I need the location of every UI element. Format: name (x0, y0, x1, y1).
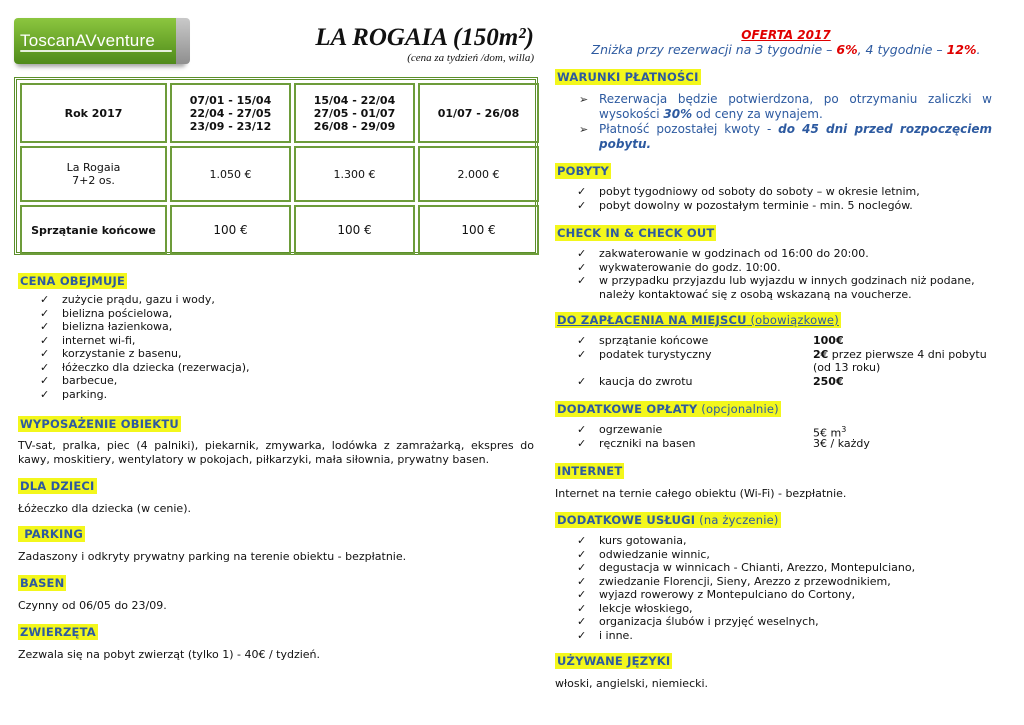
check-icon: ✓ (40, 306, 50, 320)
section-text: Łóżeczko dla dziecka (w cenie). (18, 502, 191, 515)
section-text: włoski, angielski, niemiecki. (555, 677, 709, 690)
check-icon: ✓ (40, 374, 50, 387)
logo-swoosh (20, 50, 172, 52)
section-heading: PARKING (20, 527, 83, 541)
price-cell: 2.000 € (418, 146, 539, 202)
list-item: ✓ pobyt tygodniowy od soboty do soboty – w okresie letnim, (577, 185, 920, 198)
check-icon: ✓ (577, 347, 587, 361)
page-title: LA ROGAIA (150m²) (315, 24, 534, 51)
section-heading: WARUNKI PŁATNOŚCI (557, 70, 699, 84)
section-check (555, 222, 992, 301)
check-icon: ✓ (40, 293, 50, 306)
section-heading: POBYTY (557, 164, 610, 178)
logo-text: ToscanAVventure (20, 31, 155, 50)
cena-list (18, 293, 250, 401)
check-icon: ✓ (577, 260, 587, 274)
row-label: Sprzątanie końcowe (20, 205, 167, 255)
list-item: ✓ pobyt dowolny w pozostałym terminie - min. 5 noclegów. (577, 198, 913, 212)
section-text: Zezwala się na pobyt zwierząt (tylko 1) - 40€ / tydzień. (18, 648, 321, 661)
offer-pct-2: 12% (946, 42, 977, 57)
list-item: ✓ parking. (40, 387, 108, 401)
section-heading: DO ZAPŁACENIA NA MIEJSCU (obowiązkowe) (557, 313, 839, 327)
section-heading: WYPOSAŻENIE OBIEKTU (20, 417, 179, 431)
list-item: ✓ bielizna pościelowa, (40, 306, 173, 320)
check-icon: ✓ (577, 198, 587, 212)
table-header-year: Rok 2017 (20, 83, 167, 143)
row-label (20, 146, 167, 202)
table-header-season-3: 01/07 - 26/08 (418, 83, 539, 143)
list-item: ✓ zużycie prądu, gazu i wody, (40, 293, 215, 306)
offer-pct-1: 6% (836, 42, 858, 57)
oplaty-list (555, 423, 992, 450)
offer-title: OFERTA 2017 (741, 28, 831, 42)
list-item: ✓ i inne. (577, 628, 633, 642)
check-icon: ✓ (577, 547, 587, 561)
section-dzieci (18, 475, 534, 516)
check-icon: ✓ (40, 333, 50, 347)
price-cell: 1.300 € (294, 146, 415, 202)
page-subtitle: (cena za tydzień /dom, willa) (407, 52, 534, 64)
section-miejscu (555, 309, 992, 388)
check-icon: ✓ (577, 601, 587, 615)
list-item: ✓ lekcje włoskiego, (577, 601, 693, 615)
section-text: Internet na ternie całego obiektu (Wi-Fi) - bezpłatnie. (555, 487, 847, 500)
pobyty-list (555, 185, 992, 212)
section-parking (18, 523, 534, 564)
section-pobyty (555, 160, 992, 212)
list-item: ➢ Płatność pozostałej kwoty - do 45 dni przed rozpoczęciem pobytu. (579, 122, 992, 151)
section-text: Czynny od 06/05 do 23/09. (18, 599, 167, 612)
price-cell: 1.050 € (170, 146, 291, 202)
list-item: ✓ degustacja w winnicach - Chianti, Arezzo, Montepulciano, (577, 561, 916, 574)
row-label-sub: 7+2 os. (72, 174, 115, 187)
check-list (555, 247, 992, 301)
price-table (14, 77, 538, 255)
logo-tail (176, 18, 190, 64)
section-heading: CHECK IN & CHECK OUT (557, 226, 715, 240)
check-icon: ✓ (577, 615, 587, 628)
section-internet (555, 460, 992, 501)
table-header-season-1: 07/01 - 15/04 22/04 - 27/05 23/09 - 23/12 (170, 83, 291, 143)
uslugi-list (555, 534, 992, 642)
section-heading: DLA DZIECI (20, 479, 95, 493)
list-item: ✓ korzystanie z basenu, (40, 347, 182, 360)
section-oplaty (555, 398, 992, 450)
price-cell: 100 € (294, 205, 415, 255)
arrow-icon: ➢ (579, 123, 589, 136)
check-icon: ✓ (577, 185, 587, 198)
check-icon: ✓ (577, 436, 587, 450)
check-icon: ✓ (40, 347, 50, 360)
list-item: ✓ odwiedzanie winnic, (577, 547, 710, 561)
list-item: ✓ bielizna łazienkowa, (40, 320, 173, 333)
logo (14, 18, 184, 64)
check-icon: ✓ (577, 588, 587, 601)
list-item: ✓ łóżeczko dla dziecka (rezerwacja), (40, 360, 250, 374)
list-item: ✓ wyjazd rowerowy z Montepulciano do Cortony, (577, 588, 856, 601)
check-icon: ✓ (577, 374, 587, 388)
check-icon: ✓ (40, 387, 50, 401)
offer-line: Zniżka przy rezerwacji na 3 tygodnie – 6%, 4 tygodnie – 12%. (591, 42, 981, 57)
list-item: ✓ zakwaterowanie w godzinach od 16:00 do 20:00. (577, 247, 869, 260)
list-item: ✓ podatek turystyczny 2€ przez pierwsze 4 dni pobytu (577, 347, 987, 361)
miejscu-list (555, 334, 992, 388)
check-icon: ✓ (577, 534, 587, 547)
section-heading: INTERNET (557, 464, 623, 478)
section-heading: BASEN (20, 576, 65, 590)
price-cell: 100 € (170, 205, 291, 255)
list-item: ✓ internet wi-fi, (40, 333, 136, 347)
section-text: Zadaszony i odkryty prywatny parking na terenie obiektu - bezpłatnie. (18, 550, 407, 563)
table-header-season-2: 15/04 - 22/04 27/05 - 01/07 26/08 - 29/09 (294, 83, 415, 143)
list-item: (od 13 roku) (813, 361, 881, 374)
list-item: ✓ barbecue, (40, 374, 118, 387)
list-item: ✓ kaucja do zwrotu 250€ (577, 374, 844, 388)
list-item: ✓ zwiedzanie Florencji, Sieny, Arezzo z przewodnikiem, (577, 574, 891, 588)
check-icon: ✓ (40, 360, 50, 374)
list-item: ✓ ogrzewanie 5€ $m^3$ (577, 423, 847, 440)
warunki-list (555, 92, 992, 152)
check-icon: ✓ (577, 561, 587, 574)
list-item: ✓ organizacja ślubów i przyjęć weselnych, (577, 615, 819, 628)
list-item: ➢ Rezerwacja będzie potwierdzona, po otrzymaniu zaliczki w wysokości 30% od ceny za wynajem. (579, 92, 992, 121)
price-cell: 100 € (418, 205, 539, 255)
table-row (20, 146, 539, 202)
check-icon: ✓ (40, 320, 50, 333)
list-item: ✓ wykwaterowanie do godz. 10:00. (577, 260, 781, 274)
check-icon: ✓ (577, 628, 587, 642)
check-icon: ✓ (577, 423, 587, 436)
section-jezyki (555, 650, 992, 691)
section-uslugi (555, 509, 992, 642)
list-item: ✓ ręczniki na basen 3€ / każdy (577, 436, 870, 450)
check-icon: ✓ (577, 247, 587, 260)
section-heading: UŻYWANE JĘZYKI (557, 654, 671, 668)
section-heading: ZWIERZĘTA (20, 625, 96, 639)
section-basen (18, 572, 534, 613)
section-zwierzeta (18, 621, 534, 662)
section-heading: CENA OBEJMUJE (20, 274, 126, 288)
section-text: TV-sat, pralka, piec (4 palniki), piekarnik, zmywarka, lodówka z zamrażarką, ekspres do kawy, moskitiery, wentylatory w pokojach, piłkarzyki, mała siłownia, prywatny basen. (18, 439, 534, 466)
list-item: ✓ sprzątanie końcowe 100€ (577, 334, 844, 347)
section-cena (18, 270, 250, 401)
list-item: ✓ kurs gotowania, (577, 534, 687, 547)
section-warunki (555, 66, 992, 152)
arrow-icon: ➢ (579, 93, 589, 106)
section-wyposazenie (18, 413, 534, 466)
section-heading: DODATKOWE USŁUGI (na życzenie) (557, 513, 779, 527)
check-icon: ✓ (577, 274, 587, 287)
row-label-name: La Rogaia (66, 161, 121, 174)
table-row (20, 205, 539, 255)
check-icon: ✓ (577, 574, 587, 588)
list-item: ✓ w przypadku przyjazdu lub wyjazdu w innych godzinach niż podane, należy kontaktować się z osobą wskazaną na voucherze. (577, 274, 975, 301)
check-icon: ✓ (577, 334, 587, 347)
section-heading: DODATKOWE OPŁATY (opcjonalnie) (557, 402, 779, 416)
